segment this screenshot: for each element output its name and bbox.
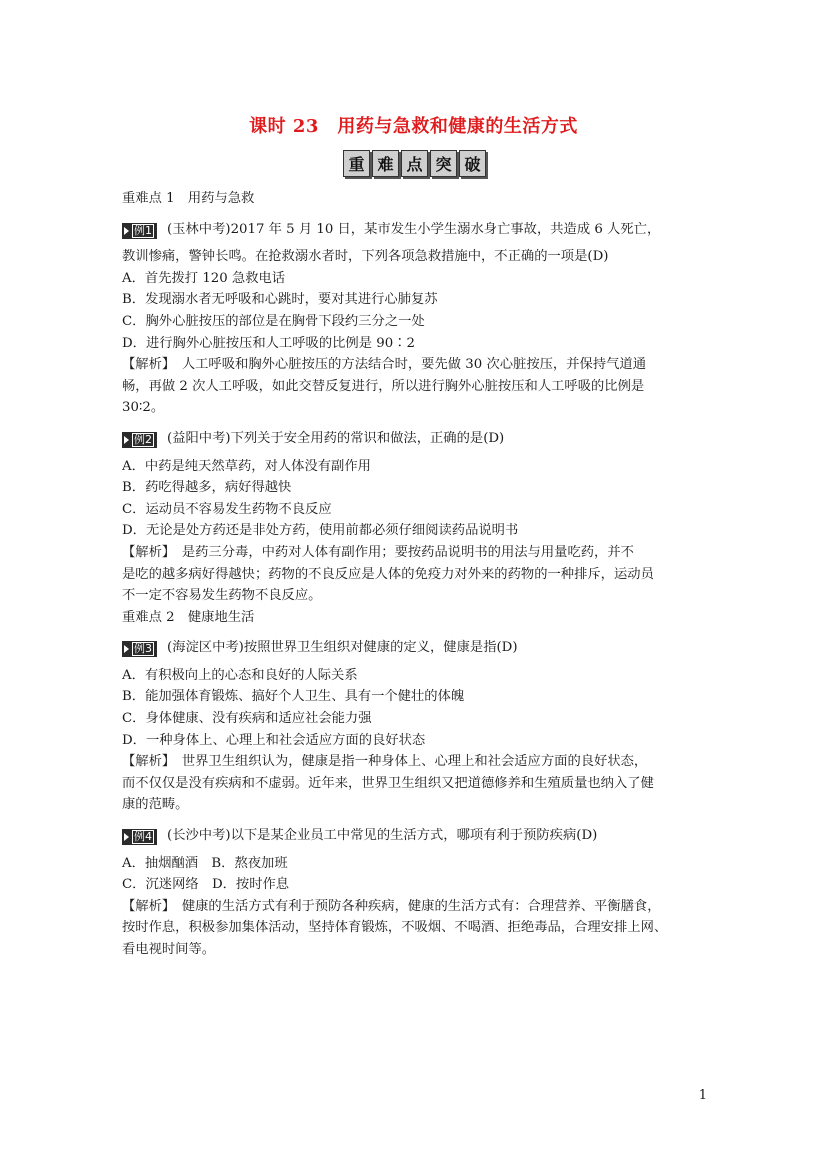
page-number: 1	[698, 1088, 707, 1103]
banner-char: 破	[459, 150, 486, 177]
example-label: 例1	[134, 223, 152, 237]
analysis-line: 是吃的越多病好得越快；药物的不良反应是人体的免疫力对外来的药物的一种排斥，运动员	[122, 566, 654, 582]
example-stem	[122, 637, 704, 659]
option: C．运动员不容易发生药物不良反应	[122, 501, 332, 517]
banner-char: 重	[343, 150, 370, 177]
example-label: 例4	[134, 830, 152, 844]
example-badge	[122, 829, 157, 845]
option: D．一种身体上、心理上和社会适应方面的良好状态	[122, 732, 426, 748]
analysis-line: 不一定不容易发生药物不良反应。	[122, 588, 322, 604]
example-label: 例2	[134, 432, 152, 446]
analysis-line: 30∶2。	[122, 400, 165, 416]
analysis-line: 【解析】 健康的生活方式有利于预防各种疾病，健康的生活方式有：合理营养、平衡膳食，	[122, 898, 661, 914]
example-badge	[122, 223, 157, 239]
example-label: 例3	[134, 642, 152, 656]
option: D．无论是处方药还是非处方药，使用前都必须仔细阅读药品说明书	[122, 523, 519, 539]
option: A．首先拨打 120 急救电话	[122, 270, 286, 286]
option: A．中药是纯天然草药，对人体没有副作用	[122, 458, 371, 474]
key-points-banner	[343, 150, 486, 180]
banner-char: 难	[372, 150, 399, 177]
banner-char: 突	[430, 150, 457, 177]
document-body	[122, 188, 704, 961]
option: C．沉迷网络 D．按时作息	[122, 877, 290, 893]
example-badge	[122, 641, 157, 657]
analysis-line: 【解析】 人工呼吸和胸外心脏按压的方法结合时，要先做 30 次心脏按压，并保持气道通	[122, 357, 647, 373]
option: D．进行胸外心脏按压和人工呼吸的比例是 90∶2	[122, 335, 415, 351]
play-triangle-icon	[124, 227, 129, 235]
banner-char: 点	[401, 150, 428, 177]
example-stem-text: (益阳中考)下列关于安全用药的常识和做法，正确的是(D)	[167, 430, 505, 446]
option: A．有积极向上的心态和良好的人际关系	[122, 667, 358, 683]
analysis-line: 而不仅仅是没有疾病和不虚弱。近年来，世界卫生组织又把道德修养和生殖质量也纳入了健	[122, 775, 654, 791]
analysis-line: 看电视时间等。	[122, 942, 216, 957]
example-stem	[122, 219, 704, 241]
analysis-line: 【解析】 是药三分毒，中药对人体有副作用；要按药品说明书的用法与用量吃药，并不	[122, 544, 634, 560]
example-stem-text: (海淀区中考)按照世界卫生组织对健康的定义，健康是指(D)	[167, 640, 518, 656]
example-badge	[122, 432, 157, 448]
option: B．能加强体育锻炼、搞好个人卫生、具有一个健壮的体魄	[122, 689, 465, 705]
option: C．身体健康、没有疾病和适应社会能力强	[122, 711, 372, 727]
option: B．发现溺水者无呼吸和心跳时，要对其进行心肺复苏	[122, 292, 438, 308]
section-heading: 重难点 2 健康地生活	[122, 609, 255, 625]
analysis-line: 康的范畴。	[122, 797, 189, 813]
play-triangle-icon	[124, 436, 129, 444]
example-stem	[122, 428, 704, 450]
page-title: 课时 23 用药与急救和健康的生活方式	[249, 116, 578, 137]
play-triangle-icon	[124, 833, 129, 841]
option: C．胸外心脏按压的部位是在胸骨下段约三分之一处	[122, 313, 425, 329]
example-stem-text: (玉林中考)2017 年 5 月 10 日，某市发生小学生溺水身亡事故，共造成 6 人死亡，	[167, 221, 661, 237]
section-heading: 重难点 1 用药与急救	[122, 191, 255, 206]
example-stem-continued: 教训惨痛，警钟长鸣。在抢救溺水者时，下列各项急救措施中，不正确的一项是(D)	[122, 249, 609, 265]
analysis-line: 【解析】 世界卫生组织认为，健康是指一种身体上、心理上和社会适应方面的良好状态，	[122, 754, 648, 770]
play-triangle-icon	[124, 645, 129, 653]
analysis-line: 畅，再做 2 次人工呼吸，如此交替反复进行，所以进行胸外心脏按压和人工呼吸的比例是	[122, 378, 645, 394]
option: B．药吃得越多，病好得越快	[122, 480, 292, 496]
option: A．抽烟酗酒 B．熬夜加班	[122, 855, 288, 871]
example-stem-text: (长沙中考)以下是某企业员工中常见的生活方式，哪项有利于预防疾病(D)	[167, 828, 598, 844]
example-stem	[122, 825, 704, 847]
analysis-line: 按时作息，积极参加集体活动，坚持体育锻炼，不吸烟、不喝酒、拒绝毒品，合理安排上网、	[122, 920, 668, 936]
